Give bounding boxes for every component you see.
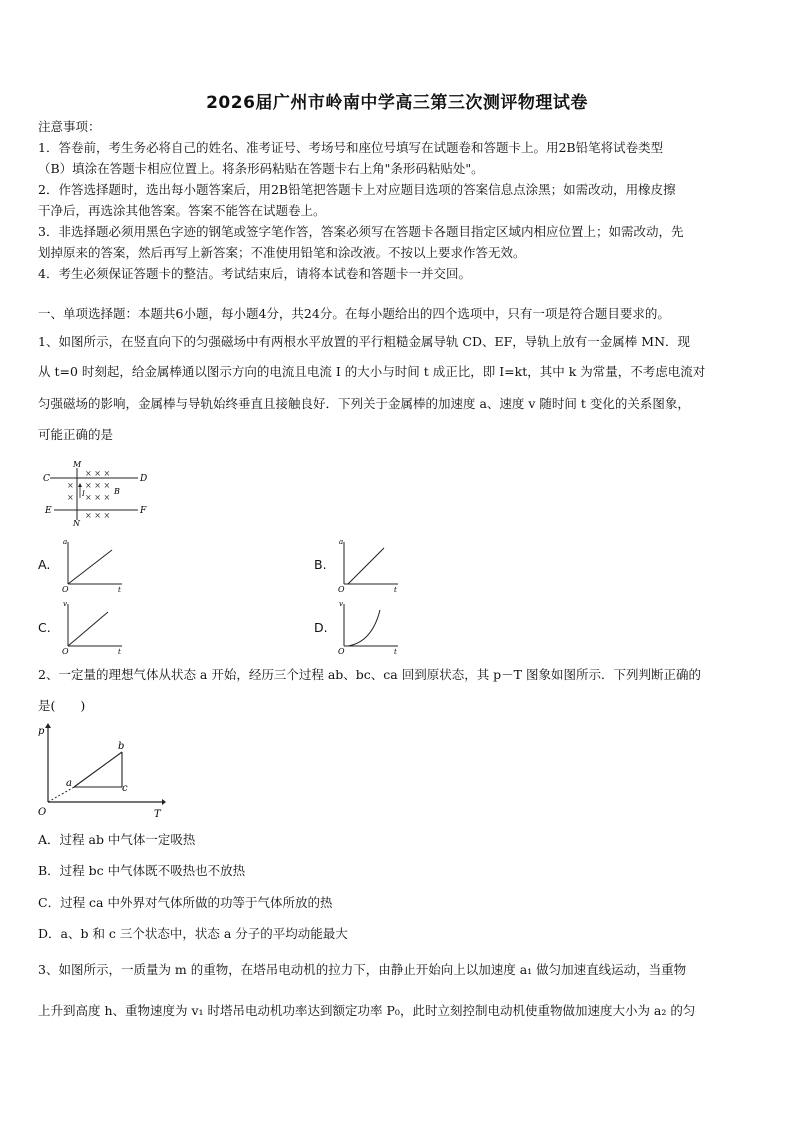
graph-d-yaxis: v [339,600,343,608]
q2-option-a[interactable]: A．过程 ab 中气体一定吸热 [38,832,196,847]
graph-a-yaxis: a [63,538,68,546]
q2-text: 是( ) [38,698,86,713]
q1-text: 可能正确的是 [38,427,114,442]
q1-graph-a [60,536,130,594]
label-E: E [45,506,52,516]
q1-option-c[interactable]: C. [38,620,51,635]
q1-graph-d [336,598,406,656]
q2-origin: O [38,807,47,818]
svg-text:×: × [67,493,74,502]
notice-line: 1．答卷前，考生务必将自己的姓名、准考证号、考场号和座位号填写在试题卷和答题卡上。用2B铅笔将试卷类型 [38,140,664,155]
graph-b-xaxis: t [394,586,397,594]
graph-b-yaxis: a [339,538,344,546]
label-M: M [73,460,82,469]
q2-label-c: c [122,783,128,794]
label-I: I [82,490,85,498]
q2-axis-p: p [38,726,45,737]
svg-text:× × ×: × × × [85,469,111,478]
q2-pt-graph [36,722,166,820]
notice-line: 干净后，再选涂其他答案。答案不能答在试题卷上。 [38,203,326,218]
label-F: F [140,506,147,516]
q2-axis-T: T [154,809,161,820]
notice-line: 3．非选择题必须用黑色字迹的钢笔或签字笔作答，答案必须写在答题卡各题目指定区域内相应位置上；如需改动，先 [38,224,684,239]
graph-c-xaxis: t [118,648,121,656]
q1-graph-c [60,598,130,656]
notice-line: 2．作答选择题时，选出每小题答案后，用2B铅笔把答题卡上对应题目选项的答案信息点涂黑；如需改动，用橡皮擦 [38,182,676,197]
q2-option-c[interactable]: C．过程 ca 中外界对气体所做的功等于气体所放的热 [38,895,333,910]
label-C: C [43,474,50,484]
q1-text: 1、如图所示，在竖直向下的匀强磁场中有两根水平放置的平行粗糙金属导轨 CD、EF，导轨上放有一金属棒 MN．现 [38,334,691,349]
page-title: 2026届广州市岭南中学高三第三次测评物理试卷 [206,93,588,113]
q2-label-a: a [66,778,72,789]
q1-rail-figure [40,458,155,528]
q1-option-d[interactable]: D. [314,620,328,635]
section-heading: 一、单项选择题：本题共6小题，每小题4分，共24分。在每小题给出的四个选项中，只有一项是符合题目要求的。 [38,306,670,321]
label-B: B [114,487,120,496]
label-N: N [73,519,80,528]
notice-line: （B）填涂在答题卡相应位置上。将条形码粘贴在答题卡右上角"条形码粘贴处"。 [38,161,484,176]
q1-text: 匀强磁场的影响，金属棒与导轨始终垂直且接触良好．下列关于金属棒的加速度 a、速度 v 随时间 t 变化的关系图象， [38,396,690,411]
q2-option-b[interactable]: B．过程 bc 中气体既不吸热也不放热 [38,863,246,878]
q3-text: 3、如图所示，一质量为 m 的重物，在塔吊电动机的拉力下，由静止开始向上以加速度 a₁ 做匀加速直线运动，当重物 [38,962,687,977]
graph-d-origin: O [338,647,345,656]
q2-label-b: b [118,741,125,752]
label-D: D [140,474,148,484]
notice-line: 划掉原来的答案，然后再写上新答案；不准使用铅笔和涂改液。不按以上要求作答无效。 [38,245,526,260]
q1-graph-b [336,536,406,594]
graph-b-origin: O [338,585,345,594]
q1-option-a[interactable]: A. [38,557,51,572]
svg-text:×: × [67,481,74,490]
svg-text:× × ×: × × × [85,481,111,490]
graph-c-origin: O [62,647,69,656]
q3-text: 上升到高度 h、重物速度为 v₁ 时塔吊电动机功率达到额定功率 P₀，此时立刻控制电动机使重物做加速度大小为 a₂ 的匀 [38,1003,696,1018]
q1-option-b[interactable]: B. [314,557,327,572]
q2-option-d[interactable]: D．a、b 和 c 三个状态中，状态 a 分子的平均动能最大 [38,926,348,941]
svg-text:× × ×: × × × [85,493,111,502]
graph-c-yaxis: v [63,600,67,608]
q1-text: 从 t=0 时刻起，给金属棒通以图示方向的电流且电流 I 的大小与时间 t 成正比，即 I=kt，其中 k 为常量，不考虑电流对 [38,364,706,379]
graph-d-xaxis: t [394,648,397,656]
notice-line: 4．考生必须保证答题卡的整洁。考试结束后，请将本试卷和答题卡一并交回。 [38,266,471,281]
graph-a-xaxis: t [118,586,121,594]
q2-text: 2、一定量的理想气体从状态 a 开始，经历三个过程 ab、bc、ca 回到原状态，其 p－T 图象如图所示．下列判断正确的 [38,667,701,682]
graph-a-origin: O [62,585,69,594]
svg-text:× × ×: × × × [85,511,111,520]
notice-heading: 注意事项： [38,119,101,134]
